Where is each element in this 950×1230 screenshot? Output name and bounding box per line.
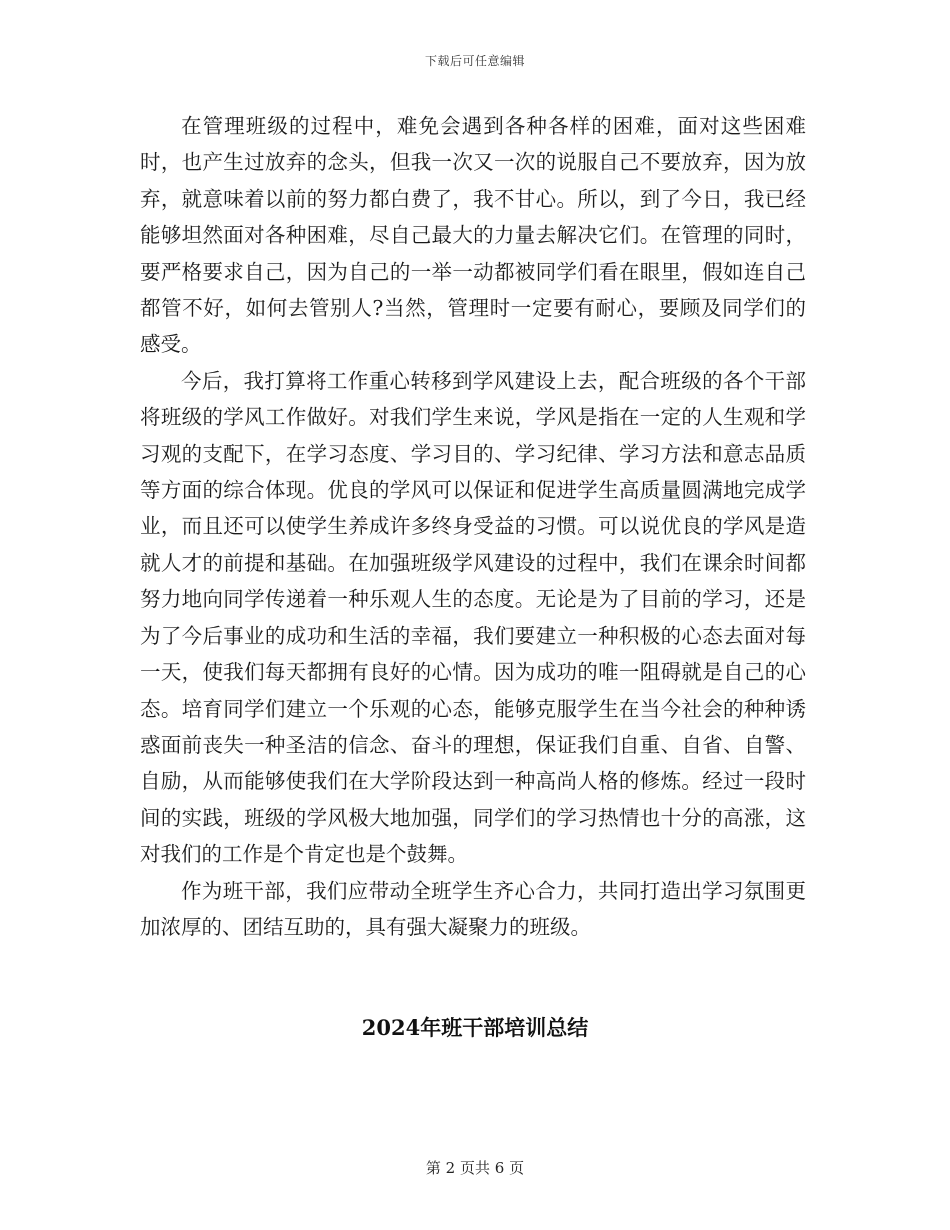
paragraph-1: 在管理班级的过程中，难免会遇到各种各样的困难，面对这些困难时，也产生过放弃的念头，但我一次又一次的说服自己不要放弃，因为放弃，就意味着以前的努力都白费了，我不甘心。所以，到了今日，我已经能够坦然面对各种困难，尽自己最大的力量去解决它们。在管理的同时，要严格要求自己，因为自己的一举一动都被同学们看在眼里，假如连自己都管不好，如何去管别人?当然，管理时一定要有耐心，要顾及同学们的感受。 bbox=[140, 114, 806, 357]
paragraph-3: 作为班干部，我们应带动全班学生齐心合力，共同打造出学习氛围更加浓厚的、团结互助的，具有强大凝聚力的班级。 bbox=[140, 878, 806, 939]
document-body bbox=[140, 108, 806, 945]
paragraph-2: 今后，我打算将工作重心转移到学风建设上去，配合班级的各个干部将班级的学风工作做好。对我们学生来说，学风是指在一定的人生观和学习观的支配下，在学习态度、学习目的、学习纪律、学习方法和意志品质等方面的综合体现。优良的学风可以保证和促进学生高质量圆满地完成学业，而且还可以使学生养成许多终身受益的习惯。可以说优良的学风是造就人才的前提和基础。在加强班级学风建设的过程中，我们在课余时间都努力地向同学传递着一种乐观人生的态度。无论是为了目前的学习，还是为了今后事业的成功和生活的幸福，我们要建立一种积极的心态去面对每一天，使我们每天都拥有良好的心情。因为成功的唯一阻碍就是自己的心态。培育同学们建立一个乐观的心态，能够克服学生在当今社会的种种诱惑面前丧失一种圣洁的信念、奋斗的理想，保证我们自重、自省、自警、自励，从而能够使我们在大学阶段达到一种高尚人格的修炼。经过一段时间的实践，班级的学风极大地加强，同学们的学习热情也十分的高涨，这对我们的工作是个肯定也是个鼓舞。 bbox=[140, 368, 806, 867]
document-title: 2024年班干部培训总结 bbox=[361, 1015, 589, 1040]
page-footer: 第 2 页共 6 页 bbox=[425, 1159, 525, 1177]
page-header: 下载后可任意编辑 bbox=[424, 54, 525, 68]
